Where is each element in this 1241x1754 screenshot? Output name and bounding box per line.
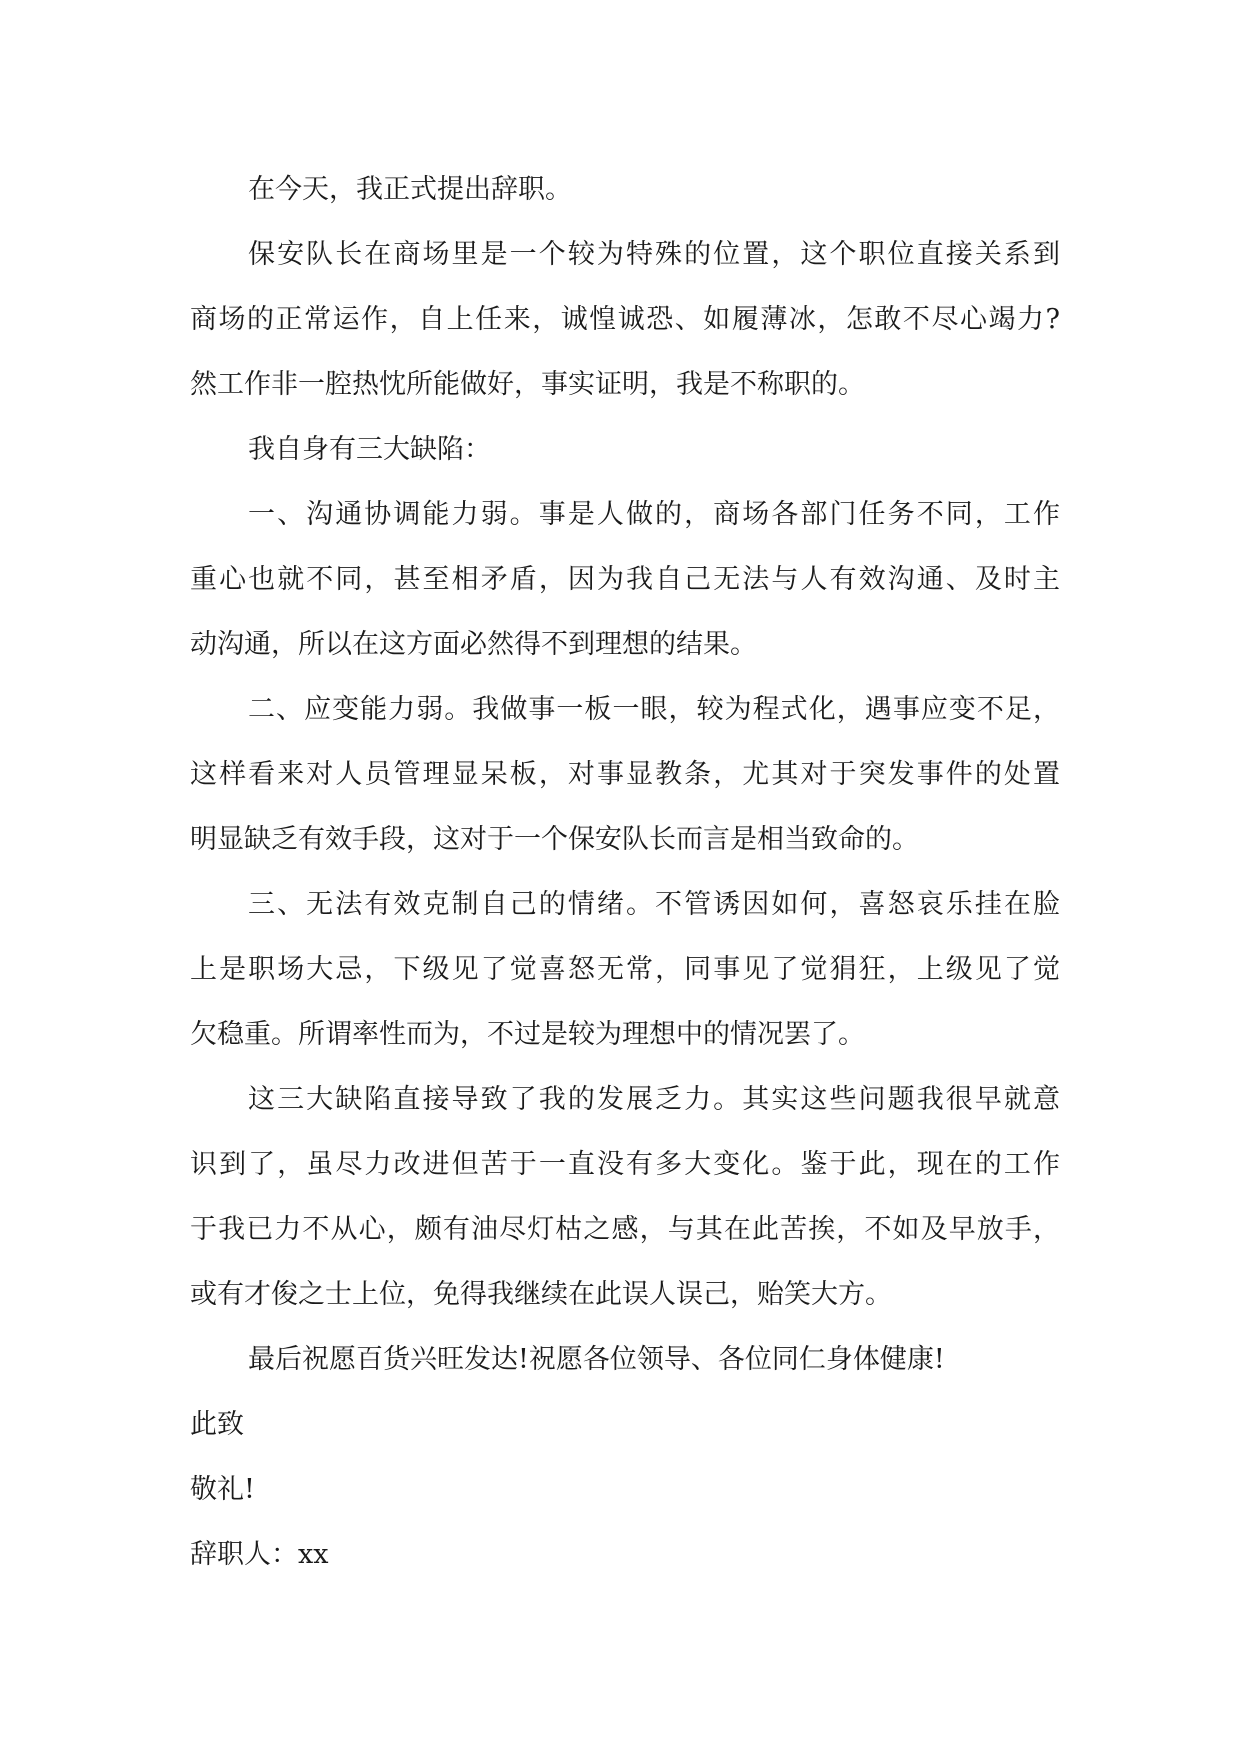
paragraph-line: 于我已力不从心，颇有油尽灯枯之感，与其在此苦挨，不如及早放手，	[190, 1214, 1060, 1245]
paragraph-defects-intro	[190, 417, 1060, 482]
letter-body	[190, 157, 1060, 1587]
paragraph-line: 商场的正常运作，自上任来，诚惶诚恐、如履薄冰，怎敢不尽心竭力?	[190, 304, 1060, 335]
paragraph-line: 一、沟通协调能力弱。事是人做的，商场各部门任务不同，工作	[248, 499, 1060, 530]
paragraph-defect-adaptability	[190, 677, 1060, 872]
paragraph-line: 动沟通，所以在这方面必然得不到理想的结果。	[190, 629, 757, 660]
paragraph-line: 识到了，虽尽力改进但苦于一直没有多大变化。鉴于此，现在的工作	[190, 1149, 1060, 1180]
closing-regards: 敬礼!	[190, 1474, 255, 1505]
paragraph-line: 在今天，我正式提出辞职。	[248, 174, 572, 205]
paragraph-line: 三、无法有效克制自己的情绪。不管诱因如何，喜怒哀乐挂在脸	[248, 889, 1060, 920]
signature-line: 辞职人：xx	[190, 1539, 329, 1570]
paragraph-line: 最后祝愿百货兴旺发达!祝愿各位领导、各位同仁身体健康!	[248, 1344, 945, 1375]
paragraph-defect-emotion	[190, 872, 1060, 1067]
paragraph-line: 保安队长在商场里是一个较为特殊的位置，这个职位直接关系到	[248, 239, 1060, 270]
paragraph-line: 然工作非一腔热忱所能做好，事实证明，我是不称职的。	[190, 369, 865, 400]
paragraph-line: 这样看来对人员管理显呆板，对事显教条，尤其对于突发事件的处置	[190, 759, 1060, 790]
paragraph-line: 或有才俊之士上位，免得我继续在此误人误己，贻笑大方。	[190, 1279, 892, 1310]
paragraph-defect-communication	[190, 482, 1060, 677]
paragraph-wishes	[190, 1327, 1060, 1392]
paragraph-line: 重心也就不同，甚至相矛盾，因为我自己无法与人有效沟通、及时主	[190, 564, 1060, 595]
paragraph-line: 这三大缺陷直接导致了我的发展乏力。其实这些问题我很早就意	[248, 1084, 1060, 1115]
paragraph-resignation-statement	[190, 157, 1060, 222]
paragraph-line: 欠稳重。所谓率性而为，不过是较为理想中的情况罢了。	[190, 1019, 865, 1050]
closing-salutation: 此致	[190, 1409, 244, 1440]
paragraph-line: 上是职场大忌，下级见了觉喜怒无常，同事见了觉狷狂，上级见了觉	[190, 954, 1060, 985]
paragraph-consequence	[190, 1067, 1060, 1327]
paragraph-line: 二、应变能力弱。我做事一板一眼，较为程式化，遇事应变不足，	[248, 694, 1060, 725]
paragraph-position-description	[190, 222, 1060, 417]
paragraph-line: 明显缺乏有效手段，这对于一个保安队长而言是相当致命的。	[190, 824, 919, 855]
paragraph-line: 我自身有三大缺陷：	[248, 434, 491, 465]
